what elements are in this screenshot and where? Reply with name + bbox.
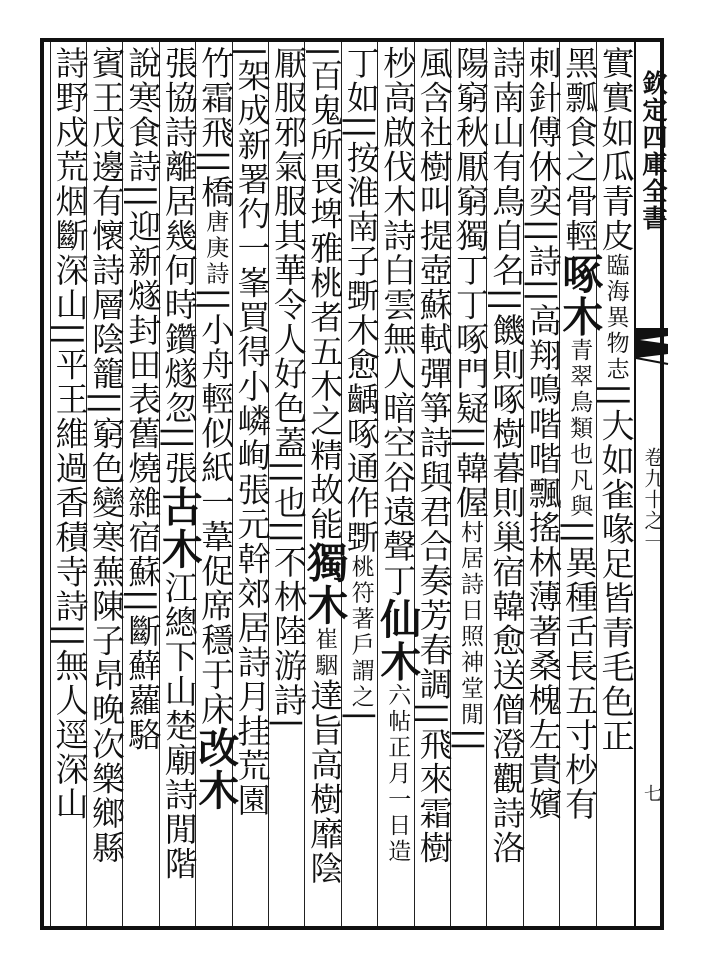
column-text: 江總下山楚廟詩閒階 [159,570,199,881]
text-column [373,46,422,922]
entry-heading: 獨木 [300,541,349,627]
column-text: ||小舟輕似紙一葦促席穩于床 [196,287,236,727]
text-column [415,46,453,922]
column-text: 說寒食詩||迎新燧封田表舊燒 [123,46,163,486]
margin-header [634,42,666,926]
text-column [123,46,161,922]
column-text: 黑瓢食之骨輕 [560,46,600,253]
column-text: 達旨高樹靡陰 [305,678,345,886]
entry-heading: 古木 [154,485,203,571]
text-column [487,46,525,922]
column-text: ||大如雀喙足皆青毛色正 [596,383,636,754]
page-number: 七 [641,784,662,802]
text-column [451,46,489,922]
column-text: 丁如||按淮南子斲木愈齲啄通作斲 [341,46,381,555]
column-text: |架成新署彴一峯買得小嶙峋張元幹郊居詩月挂荒園 [232,46,272,818]
column-text: 風含社樹叫提壺蘇軾彈箏詩與君合奏芳春調||飛來霜樹 [414,46,454,865]
annotation-text: 臨海異物志 [602,253,629,383]
text-column [300,46,349,922]
annotation-text: 崔駰 [311,626,338,679]
column-text: 杪高啟伐木詩白雲無人暗空谷遠聲丁 [378,46,418,598]
column-text: ||不林陸游詩| [269,519,308,731]
annotation-text: 桃符著戶謂之 [347,554,374,711]
column-text: | [341,710,381,723]
column-text: 張協詩離居幾何時鑽燧忽||張 [159,46,199,486]
column-text: 賓王戊邊有懷詩層陰籠||窮色變寒蕪陳子昂晚次樂鄉縣 [87,46,126,865]
text-column [342,46,380,922]
annotation-text: 青翠鳥類也凡與 [566,338,593,520]
book-title: 欽定四庫全書 [639,70,668,232]
entry-heading: 仙木 [373,598,422,683]
annotation-text: 唐庚詩 [202,209,229,288]
column-text: 實如瓜青皮 [596,80,636,253]
entry-heading: 改木 [191,726,240,812]
text-column [555,46,604,922]
text-column [524,46,562,922]
text-column [154,46,203,922]
column-text: 厭服邪氣服其華令人好色蓋||也 [269,46,308,520]
annotation-text: 六帖正月一日造 [384,683,411,865]
column-text: ||斷蘚蘿駱 [123,588,163,752]
annotation-text: 村居詩日照神堂閒 [457,519,483,728]
text-column [87,46,125,922]
column-text: ||異種舌長五寸杪有 [560,520,600,822]
column-text: |百鬼所畏埤雅桃者五木之精故能 [305,46,345,542]
column-text: 實 [596,46,636,81]
text-column [51,46,89,922]
column-text: 雜宿蘇 [123,485,163,589]
column-text: 竹霜飛||橋 [196,46,236,210]
entry-heading: 啄木 [555,253,604,338]
column-text: 刺針傅休奕||詩||高翔鳴喈喈飄搖林薄著桑槐左貴嬪 [523,46,563,821]
fish-tail-icon [636,328,668,364]
column-text: 詩南山有鳥自名||饑則啄樹暮則巢宿韓愈送僧澄觀詩洛 [487,46,527,865]
column-text: 詩野戍荒烟斷深山||平王維過香積寺詩||無人逕深山 [50,46,90,821]
text-column [597,46,635,922]
column-text: || [451,727,490,753]
text-column [269,46,307,922]
column-text: 陽窮秋厭窮獨丁丁啄門疑||韓偓 [451,46,490,520]
volume-label: 卷九十之一 [641,447,665,552]
text-column [191,46,240,922]
